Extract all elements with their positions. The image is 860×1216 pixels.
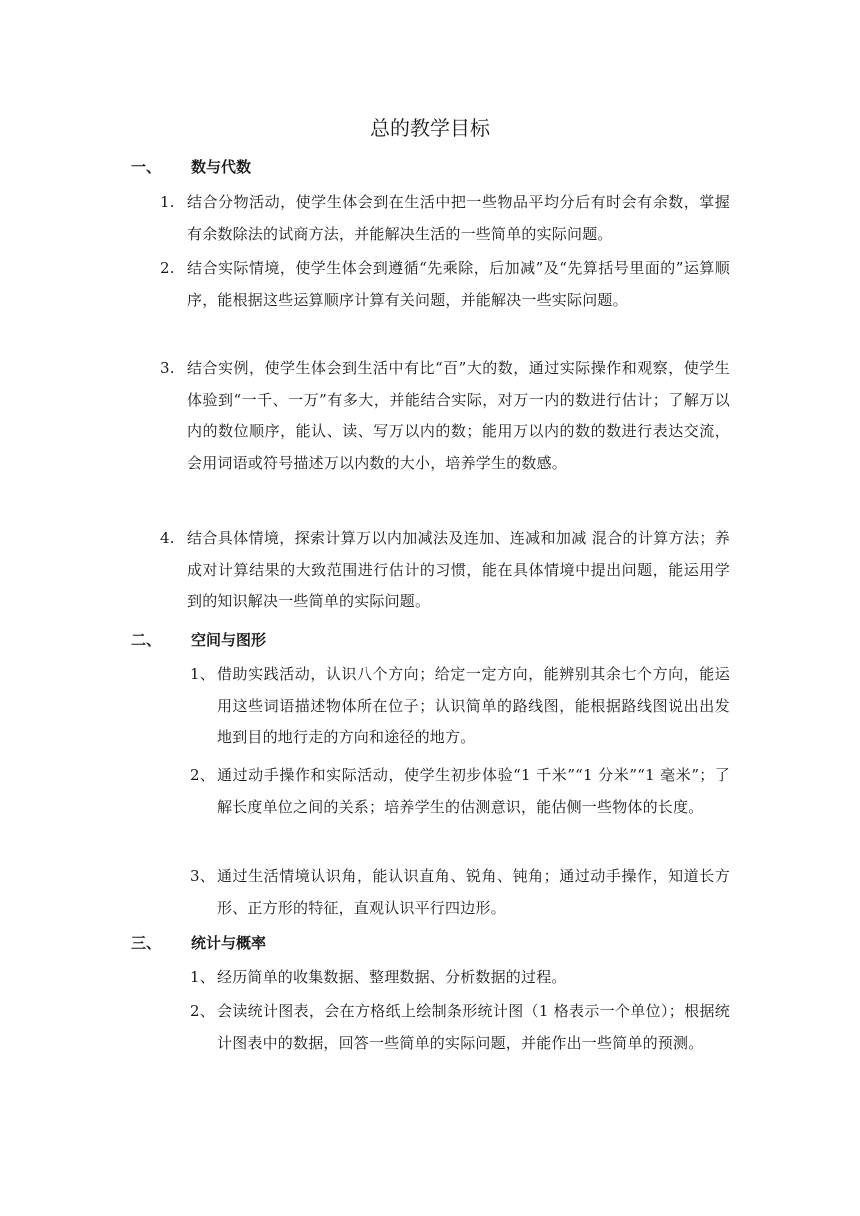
item-text: 通过生活情境认识角，能认识直角、锐角、钝角；通过动手操作，知道长方形、正方形的特征，直观认识平行四边形。 [217,867,730,917]
item-text: 借助实践活动，认识八个方向；给定一定方向，能辨别其余七个方向，能运用这些词语描述物体所在位子；认识简单的路线图，能根据路线图说出出发地到目的地行走的方向和途径的地方。 [217,665,730,746]
item-marker: 3、 [190,867,215,885]
section-number: 二、 [131,631,162,649]
item-text: 结合实际情境，使学生体会到遵循“先乘除，后加减”及“先算括号里面的”运算顺序，能根据这些运算顺序计算有关问题，并能解决一些实际问题。 [187,259,730,309]
section-title: 空间与图形 [191,631,267,649]
section-heading-number-algebra [131,154,251,180]
list-item [190,760,730,823]
item-marker: 1、 [190,968,215,986]
item-text: 结合具体情境，探索计算万以内加减法及连加、连减和加减 混合的计算方法；养成对计算结果的大致范围进行估计的习惯，能在具体情境中提出问题，能运用学到的知识解决一些简单的实际问题。 [187,529,730,610]
item-text: 结合实例，使学生体会到生活中有比“百”大的数，通过实际操作和观察，使学生体验到“一千、一万”有多大，并能结合实际，对万一内的数进行估计；了解万以内的数位顺序，能认、读、写万以内的数；能用万以内的数的数进行表达交流，会用词语或符号描述万以内数的大小，培养学生的数感。 [187,359,730,472]
list-item [190,962,730,994]
section-number: 一、 [131,158,162,176]
list-item [160,353,730,479]
item-marker: 1、 [190,665,215,683]
list-item [190,659,730,754]
item-text: 结合分物活动，使学生体会到在生活中把一些物品平均分后有时会有余数，掌握有余数除法的试商方法，并能解决生活的一些简单的实际问题。 [187,193,730,243]
list-item [160,187,730,250]
section-number: 三、 [131,934,162,952]
item-marker: 2、 [190,766,215,784]
section-title: 数与代数 [191,158,252,176]
page-title: 总的教学目标 [370,116,490,140]
section-heading-space-geometry [131,627,266,653]
list-item [190,996,730,1059]
item-marker: 3. [160,359,175,377]
section-heading-statistics-probability [131,930,266,956]
item-text: 会读统计图表，会在方格纸上绘制条形统计图（1 格表示一个单位）；根据统计图表中的数据，回答一些简单的实际问题，并能作出一些简单的预测。 [217,1002,730,1052]
list-item [190,861,730,924]
list-item [160,253,730,316]
item-marker: 2、 [190,1002,215,1020]
item-text: 通过动手操作和实际活动，使学生初步体验“1 千米”“1 分米”“1 毫米”；了解长度单位之间的关系；培养学生的估测意识，能估侧一些物体的长度。 [217,766,730,816]
list-item [160,523,730,618]
item-marker: 2. [160,259,175,277]
item-marker: 4. [160,529,175,547]
item-text: 经历简单的收集数据、整理数据、分析数据的过程。 [217,968,567,986]
item-marker: 1. [160,193,175,211]
section-title: 统计与概率 [191,934,267,952]
